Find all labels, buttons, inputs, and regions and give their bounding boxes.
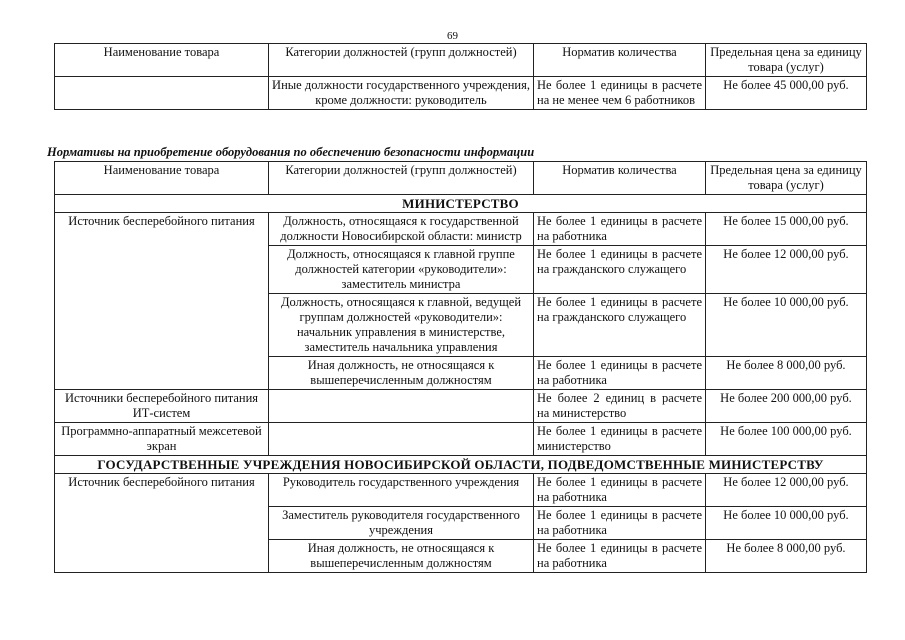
cell-name bbox=[55, 77, 269, 110]
header-category: Категории должностей (групп должностей) bbox=[269, 162, 534, 195]
cell-category: Заместитель руководителя государственного учреждения bbox=[269, 507, 534, 540]
cell-norm: Не более 1 единицы в расчете на не менее чем 6 работников bbox=[534, 77, 706, 110]
cell-category bbox=[269, 423, 534, 456]
cell-norm: Не более 2 единиц в расчете на министерство bbox=[534, 390, 706, 423]
section-title-row bbox=[55, 456, 867, 474]
section-caption: Нормативы на приобретение оборудования по обеспечению безопасности информации bbox=[47, 145, 535, 159]
cell-category: Должность, относящаяся к главной группе должностей категории «руководители»: заместитель министра bbox=[269, 246, 534, 294]
cell-norm: Не более 1 единицы в расчете на работника bbox=[534, 540, 706, 573]
table-continuation bbox=[54, 43, 867, 110]
cell-price: Не более 10 000,00 руб. bbox=[706, 294, 867, 357]
cell-price: Не более 10 000,00 руб. bbox=[706, 507, 867, 540]
cell-norm: Не более 1 единицы в расчете на гражданского служащего bbox=[534, 294, 706, 357]
table-row bbox=[55, 390, 867, 423]
cell-price: Не более 15 000,00 руб. bbox=[706, 213, 867, 246]
cell-name: Источник бесперебойного питания bbox=[55, 213, 269, 390]
table-header-row bbox=[55, 44, 867, 77]
cell-category: Руководитель государственного учреждения bbox=[269, 474, 534, 507]
cell-category bbox=[269, 390, 534, 423]
section-title-institutions: ГОСУДАРСТВЕННЫЕ УЧРЕЖДЕНИЯ НОВОСИБИРСКОЙ ОБЛАСТИ, ПОДВЕДОМСТВЕННЫЕ МИНИСТЕРСТВУ bbox=[55, 456, 867, 474]
table-header-row bbox=[55, 162, 867, 195]
cell-price: Не более 12 000,00 руб. bbox=[706, 474, 867, 507]
cell-price: Не более 45 000,00 руб. bbox=[706, 77, 867, 110]
cell-category: Иные должности государственного учреждения, кроме должности: руководитель bbox=[269, 77, 534, 110]
header-norm: Норматив количества bbox=[534, 44, 706, 77]
cell-norm: Не более 1 единицы в расчете министерство bbox=[534, 423, 706, 456]
header-category: Категории должностей (групп должностей) bbox=[269, 44, 534, 77]
section-title-ministry: МИНИСТЕРСТВО bbox=[55, 195, 867, 213]
cell-name: Программно-аппаратный межсетевой экран bbox=[55, 423, 269, 456]
table-security-equipment bbox=[54, 161, 867, 573]
cell-norm: Не более 1 единицы в расчете на работника bbox=[534, 507, 706, 540]
cell-price: Не более 100 000,00 руб. bbox=[706, 423, 867, 456]
cell-norm: Не более 1 единицы в расчете на гражданского служащего bbox=[534, 246, 706, 294]
page-number: 69 bbox=[447, 30, 458, 42]
cell-category: Иная должность, не относящаяся к вышеперечисленным должностям bbox=[269, 357, 534, 390]
table-row bbox=[55, 213, 867, 246]
cell-norm: Не более 1 единицы в расчете на работника bbox=[534, 213, 706, 246]
header-price: Предельная цена за единицу товара (услуг) bbox=[706, 162, 867, 195]
header-price: Предельная цена за единицу товара (услуг) bbox=[706, 44, 867, 77]
cell-price: Не более 8 000,00 руб. bbox=[706, 357, 867, 390]
table-row bbox=[55, 423, 867, 456]
header-name: Наименование товара bbox=[55, 44, 269, 77]
table-row bbox=[55, 77, 867, 110]
cell-norm: Не более 1 единицы в расчете на работника bbox=[534, 357, 706, 390]
table-row bbox=[55, 474, 867, 507]
cell-price: Не более 12 000,00 руб. bbox=[706, 246, 867, 294]
cell-category: Иная должность, не относящаяся к вышеперечисленным должностям bbox=[269, 540, 534, 573]
section-title-row bbox=[55, 195, 867, 213]
cell-category: Должность, относящаяся к главной, ведущей группам должностей «руководители»: начальник управления в министерстве, заместитель начальника управления bbox=[269, 294, 534, 357]
cell-name: Источник бесперебойного питания bbox=[55, 474, 269, 573]
cell-category: Должность, относящаяся к государственной должности Новосибирской области: министр bbox=[269, 213, 534, 246]
header-norm: Норматив количества bbox=[534, 162, 706, 195]
header-name: Наименование товара bbox=[55, 162, 269, 195]
cell-price: Не более 8 000,00 руб. bbox=[706, 540, 867, 573]
cell-norm: Не более 1 единицы в расчете на работника bbox=[534, 474, 706, 507]
cell-name: Источники бесперебойного питания ИТ-систем bbox=[55, 390, 269, 423]
cell-price: Не более 200 000,00 руб. bbox=[706, 390, 867, 423]
